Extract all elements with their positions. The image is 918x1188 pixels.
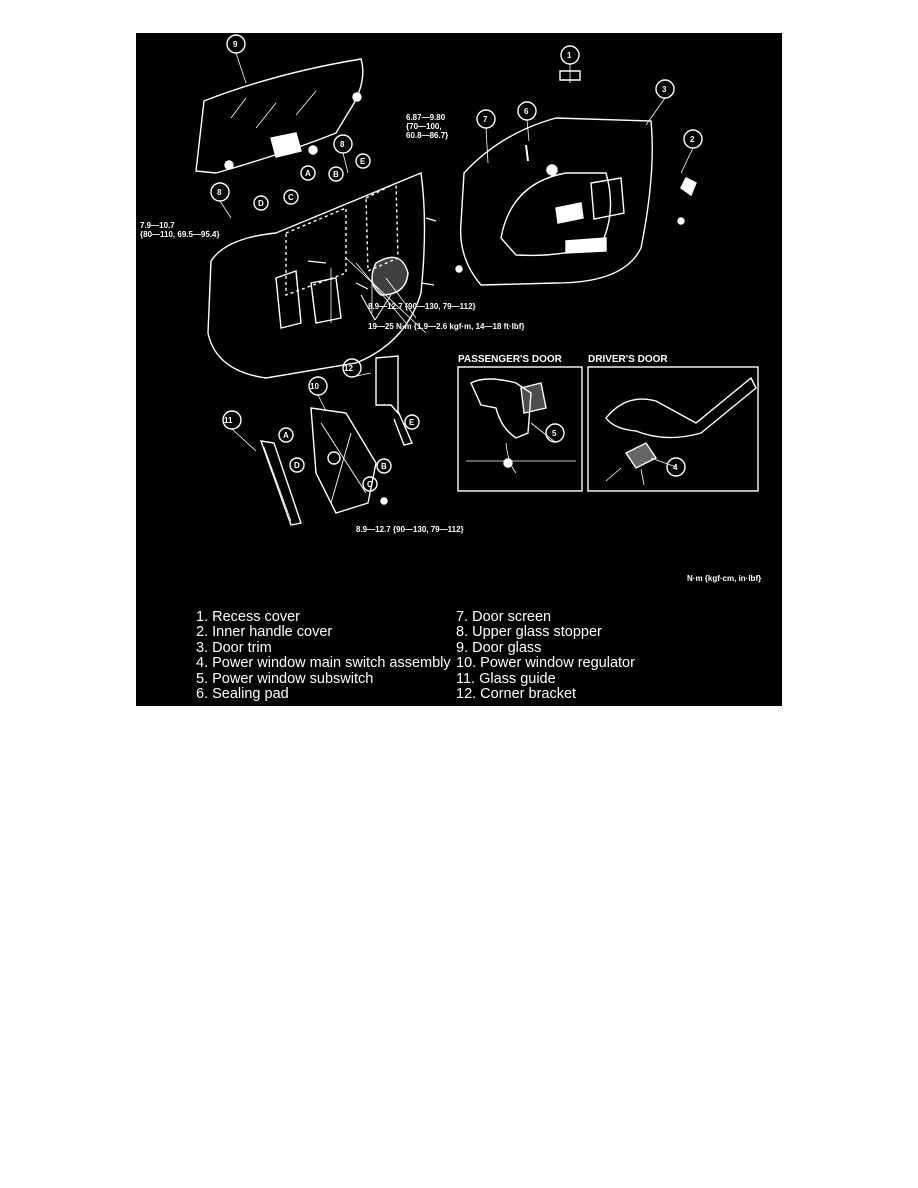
letter-a-lower: A	[283, 431, 289, 440]
legend-item-1: 1. Recess cover	[196, 609, 300, 625]
passenger-door-title: PASSENGER'S DOOR	[458, 354, 562, 365]
callout-12: 12	[344, 364, 353, 373]
letter-e-upper: E	[360, 157, 366, 166]
driver-door-title: DRIVER'S DOOR	[588, 354, 668, 365]
callout-5: 5	[552, 429, 557, 438]
letter-e-lower: E	[409, 418, 415, 427]
letter-a-upper: A	[305, 169, 311, 178]
letter-c-upper: C	[288, 193, 294, 202]
glass-guide-part	[261, 441, 301, 525]
driver-door-inset-frame	[588, 367, 758, 491]
callout-9: 9	[233, 40, 238, 49]
torque-spec-left: 7.9—10.7 {80—110, 69.5—95.4}	[140, 221, 220, 239]
legend-item-3: 3. Door trim	[196, 640, 272, 656]
corner-bracket	[376, 356, 398, 413]
diagram-drawing	[136, 33, 782, 706]
callout-11: 11	[224, 416, 233, 425]
legend-item-5: 5. Power window subswitch	[196, 671, 374, 687]
torque-spec-nm: 19—25 N·m {1.9—2.6 kgf·m, 14—18 ft·lbf}	[368, 322, 525, 331]
legend-item-9: 9. Door glass	[456, 640, 542, 656]
legend-item-8: 8. Upper glass stopper	[456, 624, 602, 640]
legend-item-10: 10. Power window regulator	[456, 655, 635, 671]
letter-b-lower: B	[381, 462, 387, 471]
exploded-parts-diagram	[136, 33, 782, 706]
legend-item-6: 6. Sealing pad	[196, 686, 289, 702]
torque-spec-regulator: 8.9—12.7 {90—130, 79—112}	[356, 525, 464, 534]
callout-7: 7	[483, 115, 488, 124]
callout-8-upper: 8	[340, 140, 345, 149]
legend-item-12: 12. Corner bracket	[456, 686, 577, 702]
letter-b-upper: B	[333, 170, 339, 179]
legend-item-11: 11. Glass guide	[456, 671, 556, 687]
callout-10: 10	[310, 382, 319, 391]
legend-item-7: 7. Door screen	[456, 609, 552, 625]
callout-6: 6	[524, 107, 529, 116]
callout-1: 1	[567, 51, 572, 60]
torque-spec-upper-glass-stopper: 6.87—9.80 {70—100, 60.8—86.7}	[406, 113, 449, 140]
callout-2: 2	[690, 135, 695, 144]
legend-item-4: 4. Power window main switch assembly	[196, 655, 451, 671]
letter-c-lower: C	[367, 480, 373, 489]
units-label: N·m {kgf·cm, in·lbf}	[687, 574, 762, 583]
torque-spec-door-panel: 8.9—12.7 {90—130, 79—112}	[368, 302, 476, 311]
callout-3: 3	[662, 85, 667, 94]
legend-item-2: 2. Inner handle cover	[196, 624, 333, 640]
letter-d-upper: D	[258, 199, 264, 208]
callout-4: 4	[673, 463, 678, 472]
callout-8-lower: 8	[217, 188, 222, 197]
letter-d-lower: D	[294, 461, 300, 470]
